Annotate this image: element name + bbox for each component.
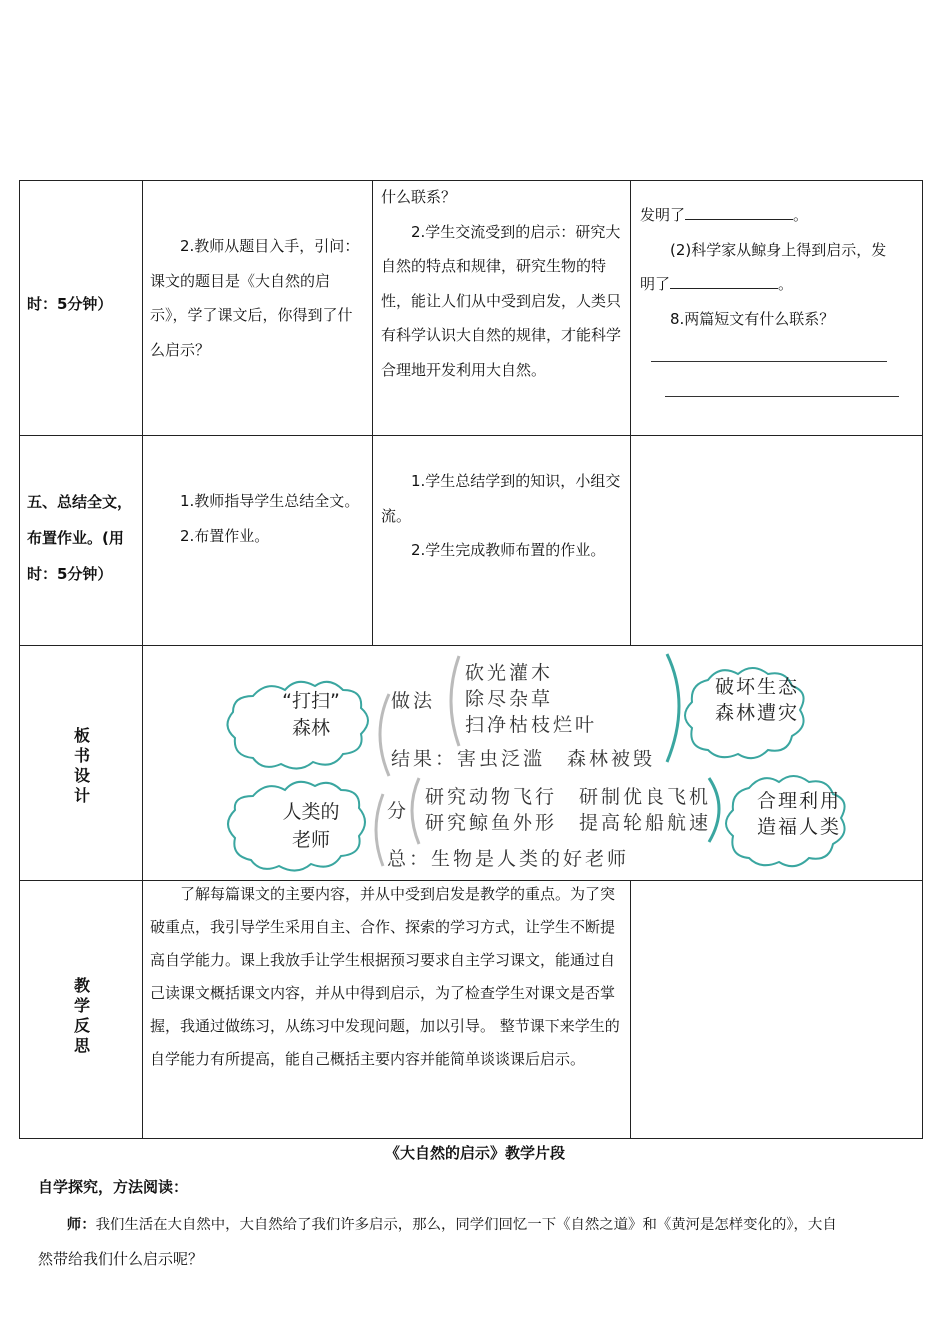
teacher-cell [150,484,364,553]
student-top-text: 什么联系？ [381,188,457,206]
reflection-label: 教学反思 [73,976,90,1055]
exercise-text: 明了 [640,275,671,293]
speech-text: 我们生活在大自然中，大自然给了我们许多启示，那么，同学们回忆一下《自然之道》和《黄河是怎样变化的》，大自 [95,1217,837,1233]
research-item: 研究动物飞行 研制优良飞机 [425,786,712,808]
student-text: 2.学生完成教师布置的作业。 [411,541,606,559]
method-item: 除尽杂草 [465,688,554,710]
cloud-label [739,788,859,840]
stage-text: 时：5分钟） [27,565,113,583]
bracket-shape [451,656,459,746]
stage-cell [27,484,141,592]
teacher-text: 1.教师指导学生总结全文。 [180,492,360,510]
fen-label: 分 [387,800,410,822]
exercise-text: (2)科学家从鲸身上得到启示，发 [670,240,887,259]
method-label: 做法 [391,690,436,712]
student-cell [381,180,621,387]
research-item: 研究鲸鱼外形 提高轮船航速 [425,812,712,834]
exercise-text: 。 [793,206,809,224]
summary-text: 总：生物是人类的好老师 [387,848,630,870]
cloud-label [251,798,371,854]
exercise-text: 发明了 [640,206,686,224]
cloud-label [697,674,817,726]
answer-line [665,396,899,397]
student-text: 2.学生交流受到的启示：研究大自然的特点和规律，研究生物的特性，能让人们从中受到启发，人类只有科学认识大自然的规律，才能科学合理地开发利用大自然。 [381,222,622,379]
cloud-text: 人类的 [282,801,340,823]
stage-text: 布置作业。(用 [27,529,124,547]
student-cell [381,464,621,568]
stage-text: 时：5分钟） [27,295,113,313]
method-item: 砍光灌木 [465,662,554,684]
stage-cell [27,287,139,322]
cloud-text: 造福人类 [756,816,841,838]
reflection-cell [150,878,626,1076]
fragment-title: 《大自然的启示》教学片段 [384,1144,565,1162]
method-item: 扫净枯枝烂叶 [465,714,598,736]
teacher-text: 2.教师从题目入手，引问：课文的题目是《大自然的启示》，学了课文后，你得到了什么启示？ [150,237,360,359]
stage-text: 五、总结全文， [27,493,133,511]
cloud-text: 老师 [291,829,330,851]
speech-text: 然带给我们什么启示呢？ [38,1250,204,1268]
exercise-text: 8.两篇短文有什么联系？ [670,309,835,328]
cloud-label [251,688,371,742]
board-diagram [143,646,922,880]
teacher-cell [150,229,364,367]
bracket-shape [380,694,389,776]
cloud-text: “打扫” [282,690,340,712]
answer-blank [685,203,793,220]
bracket-shape [412,778,419,844]
cloud-text: 破坏生态 [714,676,799,698]
exercise-cell [640,198,920,336]
teacher-text: 2.布置作业。 [180,526,270,545]
cloud-text: 合理利用 [756,790,841,812]
student-text: 1.学生总结学到的知识，小组交流。 [381,472,621,525]
cloud-text: 森林 [291,717,330,739]
reflection-text: 了解每篇课文的主要内容，并从中受到启发是教学的重点。为了突破重点，我引导学生采用自主、合作、探索的学习方式，让学生不断提高自学能力。课上我放手让学生根据预习要求自主学习课文，能通过自己读课文概括课文内容，并从中得到启示，为了检查学生对课文是否掌握，我通过做练习，从练习中发现问题，加以引导。 整节课下来学生的自学能力有所提高，能自己概括主要内容并能简单谈谈课后启示。 [150,885,620,1068]
cloud-text: 森林遭灾 [714,702,799,724]
answer-blank [670,272,778,289]
bracket-shape [376,794,383,866]
bracket-shape [667,654,679,762]
speaker-label: 师： [66,1217,96,1233]
fragment-speech [38,1208,918,1276]
fragment-heading: 自学探究，方法阅读： [38,1178,189,1196]
exercise-text: 。 [778,275,794,293]
board-label: 板书设计 [73,726,90,805]
answer-line [651,361,887,362]
result-text: 结果：害虫泛滥 森林被毁 [391,748,656,770]
